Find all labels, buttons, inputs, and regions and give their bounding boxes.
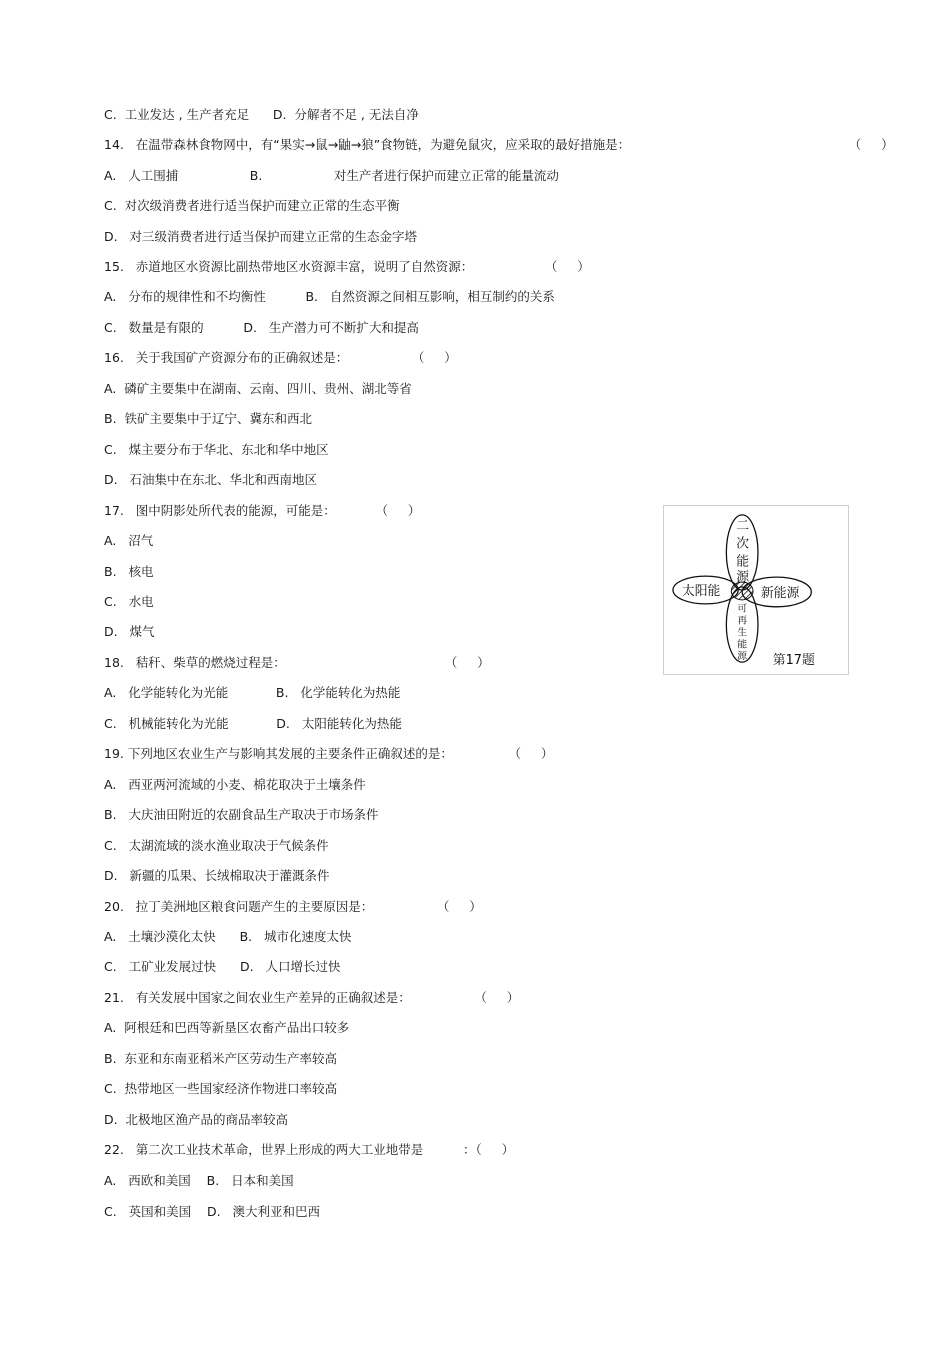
text-line: D. 对三级消费者进行适当保护而建立正常的生态金字塔: [104, 229, 418, 244]
text-line: 15. 赤道地区水资源比副热带地区水资源丰富，说明了自然资源： （ ）: [104, 259, 590, 274]
text-line: D. 北极地区渔产品的商品率较高: [104, 1112, 289, 1127]
text-line: D. 煤气: [104, 624, 155, 639]
text-line: C. 工业发达 , 生产者充足 D. 分解者不足 , 无法自净: [104, 107, 419, 122]
text-line: C. 数量是有限的 D. 生产潜力可不断扩大和提高: [104, 320, 419, 335]
text-line: C. 工矿业发展过快 D. 人口增长过快: [104, 959, 341, 974]
text-line: C. 太湖流域的淡水渔业取决于气候条件: [104, 838, 329, 853]
text-line: 20. 拉丁美洲地区粮食问题产生的主要原因是： （ ）: [104, 899, 482, 914]
text-line: B. 铁矿主要集中于辽宁、冀东和西北: [104, 411, 312, 426]
text-line: A. 人工围捕 B. 对生产者进行保护而建立正常的能量流动: [104, 168, 559, 183]
text-line: A. 土壤沙漠化太快 B. 城市化速度太快: [104, 929, 352, 944]
text-line: A. 磷矿主要集中在湖南、云南、四川、贵州、湖北等省: [104, 381, 412, 396]
text-line: D. 新疆的瓜果、长绒棉取决于灌溉条件: [104, 868, 330, 883]
text-line: B. 核电: [104, 564, 154, 579]
text-line: A. 分布的规律性和不均衡性 B. 自然资源之间相互影响，相互制约的关系: [104, 289, 555, 304]
energy-venn-svg: [664, 506, 848, 674]
text-line: 16. 关于我国矿产资源分布的正确叙述是： （ ）: [104, 350, 457, 365]
label-bottom-char-4: 能: [737, 639, 748, 651]
text-line: A. 西亚两河流域的小麦、棉花取决于土壤条件: [104, 777, 366, 792]
label-top-char-2: 次: [736, 536, 750, 552]
text-line: 21. 有关发展中国家之间农业生产差异的正确叙述是： （ ）: [104, 990, 520, 1005]
text-line: 19. 下列地区农业生产与影响其发展的主要条件正确叙述的是： （ ）: [104, 746, 554, 761]
label-bottom-char-3: 生: [737, 627, 748, 639]
text-line: C. 对次级消费者进行适当保护而建立正常的生态平衡: [104, 198, 400, 213]
text-line: C. 煤主要分布于华北、东北和华中地区: [104, 442, 329, 457]
energy-venn-figure: [663, 505, 849, 675]
label-top: [736, 519, 753, 585]
text-line: A. 沼气: [104, 533, 154, 548]
label-top-char-1: 二: [736, 518, 750, 534]
label-top-char-3: 能: [736, 554, 750, 570]
text-line: C. 热带地区一些国家经济作物进口率较高: [104, 1081, 338, 1096]
text-line: B. 大庆油田附近的农副食品生产取决于市场条件: [104, 807, 379, 822]
label-bottom-char-5: 源: [737, 651, 748, 663]
text-line: 14. 在温带森林食物网中，有“果实→鼠→鼬→狼”食物链，为避免鼠灾，应采取的最好措施是： （ ）: [104, 137, 894, 152]
text-line: D. 石油集中在东北、华北和西南地区: [104, 472, 318, 487]
label-right: 新能源: [760, 585, 800, 601]
text-line: A. 西欧和美国 B. 日本和美国: [104, 1173, 294, 1188]
text-line: C. 英国和美国 D. 澳大利亚和巴西: [104, 1204, 321, 1219]
text-line: C. 机械能转化为光能 D. 太阳能转化为热能: [104, 716, 402, 731]
text-line: A. 化学能转化为光能 B. 化学能转化为热能: [104, 685, 401, 700]
label-bottom: [737, 603, 750, 662]
text-line: 18. 秸秆、柴草的燃烧过程是： （ ）: [104, 655, 490, 670]
text-line: B. 东亚和东南亚稻米产区劳动生产率较高: [104, 1051, 337, 1066]
text-line: 22. 第二次工业技术革命，世界上形成的两大工业地带是 ：（ ）: [104, 1142, 515, 1157]
text-line: A. 阿根廷和巴西等新垦区农畜产品出口较多: [104, 1020, 350, 1035]
text-line: C. 水电: [104, 594, 154, 609]
label-left: 太阳能: [681, 583, 721, 599]
figure-caption: 第17题: [772, 653, 815, 669]
label-bottom-char-1: 可: [737, 603, 748, 615]
text-line: 17. 图中阴影处所代表的能源，可能是： （ ）: [104, 503, 421, 518]
label-bottom-char-2: 再: [737, 615, 748, 627]
label-top-char-4: 源: [736, 570, 750, 586]
